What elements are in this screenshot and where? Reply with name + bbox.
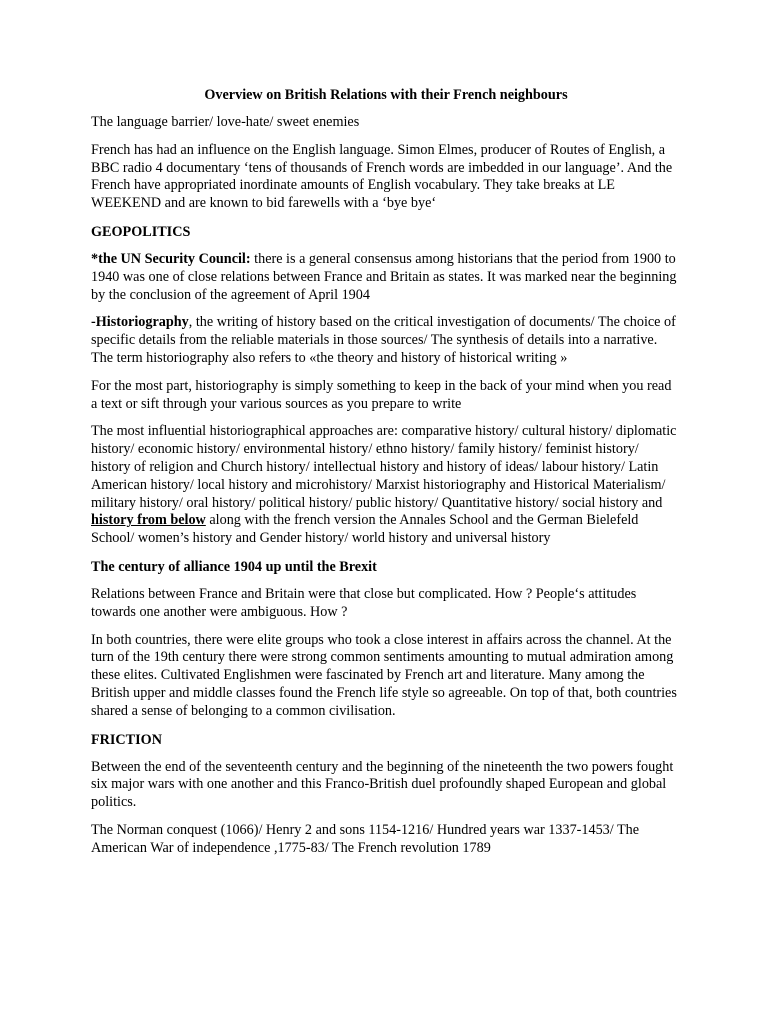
paragraph-timeline: The Norman conquest (1066)/ Henry 2 and sons 1154-1216/ Hundred years war 1337-1453/ The American War of independence ,1775-83/ The French revolution 1789	[91, 821, 640, 856]
heading-geopolitics: GEOPOLITICS	[91, 223, 191, 240]
heading-friction: FRICTION	[91, 731, 162, 748]
paragraph-body-text: along with the french version the Annales School and the German Bielefeld School/ women’s history and Gender history/ world history and universal history	[91, 512, 639, 547]
document-page	[91, 86, 681, 868]
paragraph-historiographical-approaches	[91, 423, 681, 548]
paragraph-historiography-note: For the most part, historiography is simply something to keep in the back of your mind when you read a text or sift through your various sources as you prepare to write	[91, 377, 672, 412]
paragraph-un-security-council	[91, 251, 681, 304]
paragraph-language-barrier: The language barrier/ love-hate/ sweet enemies	[91, 114, 360, 130]
paragraph-body-text: The most influential historiographical approaches are: comparative history/ cultural history/ diplomatic history/ economic history/ environmental history/ ethno history/ family history/ feminist history/ history of religion and Church history/ intellectual history and history of ideas/ labour history/ Latin American history/ local history and microhistory/ Marxist historiography and Historical Materialism/ military history/ oral history/ political history/ public history/ Quantitative history/ social history and	[91, 423, 677, 511]
paragraph-elite-groups: In both countries, there were elite groups who took a close interest in affairs across the channel. At the turn of the 19th century there were strong common sentiments amounting to mutual admiration among these elites. Cultivated Englishmen were fascinated by French art and literature. Many among the British upper and middle classes found the French life style so agreeable. On top of that, both countries shared a sense of belonging to a common civilisation.	[91, 631, 677, 719]
heading-century-of-alliance: The century of alliance 1904 up until the Brexit	[91, 558, 377, 575]
history-from-below-link[interactable]: history from below	[91, 512, 206, 529]
paragraph-lead-text: *the UN Security Council:	[91, 250, 251, 267]
paragraph-body-text: there is a general consensus among historians that the period from 1900 to 1940 was one of close relations between France and Britain as states. It was marked near the beginning by the conclusion of the agreement of April 1904	[91, 250, 677, 303]
paragraph-lead-text: -Historiography	[91, 314, 189, 331]
paragraph-historiography	[91, 314, 681, 367]
paragraph-major-wars: Between the end of the seventeenth century and the beginning of the nineteenth the two powers fought six major wars with one another and this Franco-British duel profoundly shaped European and global politics.	[91, 758, 674, 811]
document-title: Overview on British Relations with their French neighbours	[204, 87, 568, 103]
paragraph-relations: Relations between France and Britain were that close but complicated. How ? People‘s attitudes towards one another were ambiguous. How ?	[91, 585, 637, 620]
paragraph-body-text: , the writing of history based on the critical investigation of documents/ The choice of specific details from the reliable materials in those sources/ The synthesis of details into a narrative. The term historiography also refers to «the theory and history of historical writing »	[91, 314, 676, 366]
paragraph-french-influence: French has had an influence on the English language. Simon Elmes, producer of Routes of English, a BBC radio 4 documentary ‘tens of thousands of French words are imbedded in our language’. And the French have appropriated inordinate amounts of English vocabulary. They take breaks at LE WEEKEND and are known to bid farewells with a ‘bye bye‘	[91, 141, 673, 212]
